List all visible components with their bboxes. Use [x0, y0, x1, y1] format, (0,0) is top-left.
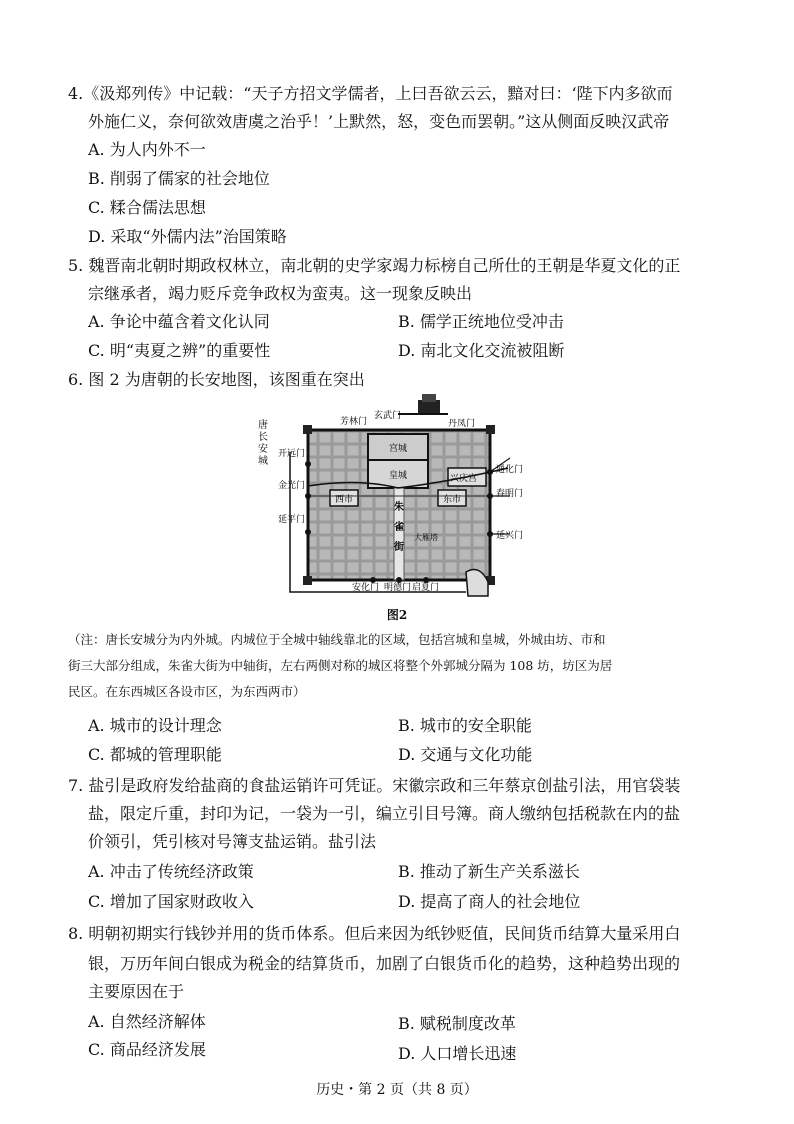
gate-jinguang: 金光门	[278, 481, 306, 491]
gate-yanping: 延平门	[278, 515, 306, 525]
changan-map-figure	[248, 392, 548, 602]
q6-note-line2: 街三大部分组成，朱雀大街为中轴街，左右两侧对称的城区将整个外郭城分隔为 108 坊，坊区为居	[68, 658, 613, 673]
q6-note-line1: （注：唐长安城分为内外城。内城位于全城中轴线靠北的区域，包括宫城和皇城，外城由坊、市和	[68, 632, 606, 647]
q7-stem-line2: 盐，限定斤重，封印为记，一袋为一引，编立引目号簿。商人缴纳包括税款在内的盐	[88, 804, 681, 823]
gate-qixia: 启夏门	[412, 583, 440, 593]
figure-caption: 图2	[386, 608, 408, 622]
label-huangcheng: 皇城	[389, 471, 408, 481]
svg-text:长: 长	[258, 432, 268, 443]
label-dayan: 大雁塔	[414, 533, 438, 542]
gate-danfeng: 丹凤门	[448, 419, 476, 429]
q7-option-b[interactable]: B. 推动了新生产关系滋长	[398, 862, 580, 881]
q8-option-c[interactable]: C. 商品经济发展	[88, 1040, 206, 1059]
q7-stem-line3: 价领引，凭引核对号簿支盐运销。盐引法	[88, 832, 377, 851]
q6-option-a[interactable]: A. 城市的设计理念	[88, 716, 222, 735]
q6-option-d[interactable]: D. 交通与文化功能	[398, 745, 533, 764]
svg-text:安: 安	[258, 444, 268, 455]
q8-option-d[interactable]: D. 人口增长迅速	[398, 1044, 517, 1063]
q5-stem-line1: 5. 魏晋南北朝时期政权林立，南北朝的史学家竭力标榜自己所仕的王朝是华夏文化的正	[68, 256, 681, 275]
q7-stem-line1: 7. 盐引是政府发给盐商的食盐运销许可凭证。宋徽宗政和三年蔡京创盐引法，用官袋装	[68, 776, 681, 795]
q5-option-d[interactable]: D. 南北文化交流被阻断	[398, 341, 565, 360]
label-gongcheng: 宫城	[389, 444, 408, 454]
gate-anhua: 安化门	[352, 583, 380, 593]
q8-stem-line2: 银，万历年间白银成为税金的结算货币，加剧了白银货币化的趋势，这种趋势出现的	[88, 954, 681, 973]
q5-stem-line2: 宗继承者，竭力贬斥竞争政权为蛮夷。这一现象反映出	[88, 284, 473, 303]
q6-option-b[interactable]: B. 城市的安全职能	[398, 716, 532, 735]
q4-stem-line1: 4.《汲郑列传》中记载：“天子方招文学儒者，上曰吾欲云云，黯对曰：‘陛下内多欲而	[68, 84, 673, 103]
gate-tonghua: 通化门	[496, 465, 524, 475]
q8-option-b[interactable]: B. 赋税制度改革	[398, 1014, 516, 1033]
q7-option-a[interactable]: A. 冲击了传统经济政策	[88, 862, 254, 881]
q6-option-c[interactable]: C. 都城的管理职能	[88, 745, 222, 764]
label-dongshi: 东市	[443, 495, 462, 505]
q5-option-b[interactable]: B. 儒学正统地位受冲击	[398, 312, 564, 331]
gate-kaiyuan: 开远门	[278, 449, 306, 459]
q4-option-c[interactable]: C. 糅合儒法思想	[88, 198, 206, 217]
gate-xuanwu: 玄武门	[374, 411, 402, 421]
gate-chunming: 春明门	[496, 489, 524, 499]
label-que: 雀	[394, 522, 404, 533]
q4-option-a[interactable]: A. 为人内外不一	[88, 140, 206, 159]
q6-note-line3: 民区。在东西城区各设市区，为东西两市）	[68, 684, 306, 699]
page-footer: 历史・第 2 页（共 8 页）	[316, 1082, 478, 1098]
q4-option-d[interactable]: D. 采取“外儒内法”治国策略	[88, 227, 287, 246]
label-zhu: 朱	[394, 502, 404, 513]
label-jie: 街	[394, 542, 404, 553]
q5-option-c[interactable]: C. 明“夷夏之辨”的重要性	[88, 341, 271, 360]
label-xingqing: 兴庆宫	[450, 474, 478, 484]
q8-option-a[interactable]: A. 自然经济解体	[88, 1012, 206, 1031]
q7-option-d[interactable]: D. 提高了商人的社会地位	[398, 892, 581, 911]
gate-fanglin: 芳林门	[340, 417, 368, 427]
q8-stem-line1: 8. 明朝初期实行钱钞并用的货币体系。但后来因为纸钞贬值，民间货币结算大量采用白	[68, 924, 681, 943]
label-xishi: 西市	[335, 495, 354, 505]
gate-yanxing: 延兴门	[496, 531, 524, 541]
side-label-char-1: 唐	[258, 420, 268, 431]
q4-option-b[interactable]: B. 削弱了儒家的社会地位	[88, 169, 270, 188]
q6-stem-line1: 6. 图 2 为唐朝的长安地图，该图重在突出	[68, 370, 365, 389]
q4-stem-line2: 外施仁义，奈何欲效唐虞之治乎！’上默然，怒，变色而罢朝。”这从侧面反映汉武帝	[88, 112, 670, 131]
q5-option-a[interactable]: A. 争论中蕴含着文化认同	[88, 312, 270, 331]
q8-stem-line3: 主要原因在于	[88, 982, 185, 1001]
svg-text:城: 城	[258, 456, 268, 467]
gate-mingde: 明德门	[384, 583, 412, 593]
q7-option-c[interactable]: C. 增加了国家财政收入	[88, 892, 254, 911]
changan-map	[248, 392, 548, 602]
